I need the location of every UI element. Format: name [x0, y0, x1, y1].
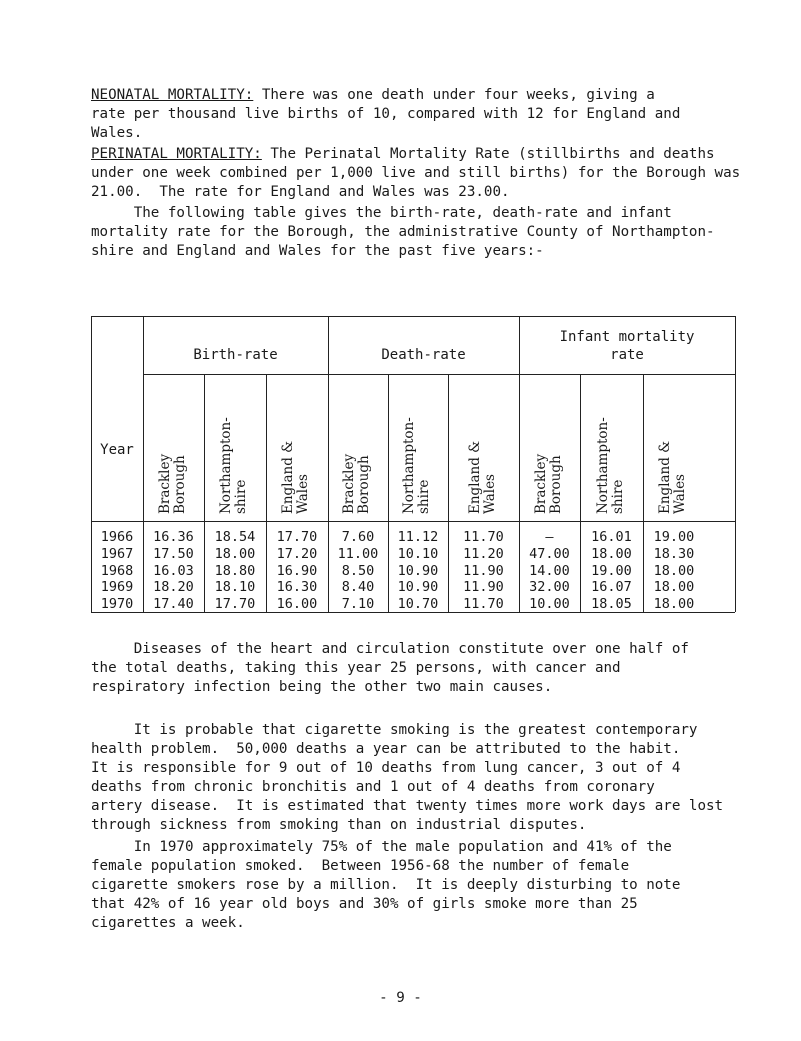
table-value-cell: 11.90: [463, 562, 504, 579]
table-value-cell: 10.90: [397, 562, 439, 579]
table-value-cell: 17.20: [276, 545, 318, 562]
female-smoking-paragraph: In 1970 approximately 75% of the male population and 41% of the female population smoked. Between 1956-68 the number of female cigarette smokers rose by a million. It is deeply disturbing to note that 42% of 16 year old boys and 30% of girls smoke more than 25 cigarettes a week.: [91, 839, 681, 931]
column-subheader: Northampton- shire: [401, 417, 432, 514]
column-subheader: England & Wales: [280, 440, 311, 514]
table-value-cell: 10.10: [397, 545, 439, 562]
neonatal-heading: NEONATAL MORTALITY:: [91, 87, 254, 103]
table-rule: [143, 374, 735, 375]
table-value-cell: 14.00: [529, 562, 570, 579]
table-value-cell: 16.36: [153, 529, 194, 545]
table-value-cell: 11.70: [463, 596, 504, 613]
table-value-cell: 16.90: [276, 562, 318, 579]
table-value-cell: 18.54: [214, 529, 256, 545]
column-subheader: Brackley Borough: [341, 453, 372, 514]
perinatal-paragraph: [91, 145, 781, 202]
table-value-cell: 18.05: [591, 596, 632, 613]
table-value-cell: 17.40: [153, 596, 194, 613]
table-value-cell: 10.70: [397, 596, 439, 613]
table-value-cell: 11.00: [337, 545, 379, 562]
group-header-infant-mortality: Infant mortality rate: [559, 329, 695, 363]
table-year-cell: 1968: [100, 562, 134, 579]
year-header: Year: [100, 442, 134, 458]
page-number: - 9 -: [379, 990, 422, 1006]
column-subheader: Northampton- shire: [218, 417, 249, 514]
perinatal-heading: PERINATAL MORTALITY:: [91, 146, 262, 162]
column-subheader: Brackley Borough: [156, 453, 188, 514]
table-year-cell: 1970: [100, 596, 134, 613]
table-rule: [91, 521, 735, 522]
table-value-cell: –: [545, 529, 554, 545]
column-subheader: Northampton- shire: [594, 417, 626, 514]
table-value-cell: 19.00: [591, 562, 632, 579]
table-value-cell: 16.07: [591, 579, 632, 596]
table-year-cell: 1966: [100, 529, 134, 545]
table-value-cell: 18.00: [653, 562, 695, 579]
vital-statistics-table: [91, 316, 735, 612]
table-intro-paragraph: The following table gives the birth-rate, death-rate and infant mortality rate for the Borough, the administrative County of Northampton- shire and England and Wales for the past five years:-: [91, 205, 715, 259]
column-subheader: Brackley Borough: [532, 453, 564, 514]
table-value-cell: 18.00: [591, 545, 632, 562]
table-value-cell: 17.50: [153, 545, 194, 562]
table-value-cell: 18.00: [653, 579, 695, 596]
table-value-cell: 8.50: [341, 562, 375, 579]
table-value-cell: 18.80: [214, 562, 256, 579]
table-value-cell: 19.00: [653, 529, 695, 545]
perinatal-text: The Perinatal Mortality Rate (stillbirths and deaths under one week combined per 1,000 live and still births) for the Borough was 21.00. The rate for England and Wales was 23.00.: [91, 146, 741, 200]
table-value-cell: 32.00: [529, 579, 570, 596]
table-value-cell: 16.01: [591, 529, 632, 545]
column-subheader: England & Wales: [466, 440, 498, 514]
table-value-cell: 17.70: [276, 529, 318, 545]
table-value-cell: 7.10: [341, 596, 375, 613]
table-value-cell: 7.60: [341, 529, 375, 545]
table-value-cell: 18.00: [214, 545, 256, 562]
diseases-paragraph: Diseases of the heart and circulation constitute over one half of the total deaths, taking this year 25 persons, with cancer and respiratory infection being the other two main causes.: [91, 641, 689, 695]
table-rule: [91, 316, 735, 317]
neonatal-text: There was one death under four weeks, giving a rate per thousand live births of 10, compared with 12 for England and Wales.: [91, 87, 681, 141]
group-header-birth-rate: Birth-rate: [193, 347, 278, 363]
column-subheader: England & Wales: [657, 440, 688, 514]
table-column-rule: [735, 316, 736, 612]
table-value-cell: 10.00: [529, 596, 570, 613]
table-value-cell: 11.20: [463, 545, 504, 562]
table-value-cell: 11.12: [397, 529, 439, 545]
table-year-cell: 1969: [100, 579, 134, 596]
table-value-cell: 18.20: [153, 579, 194, 596]
table-value-cell: 11.90: [463, 579, 504, 596]
cigarette-paragraph: It is probable that cigarette smoking is the greatest contemporary health problem. 50,000 deaths a year can be attributed to the habit. It is responsible for 9 out of 10 deaths from lung cancer, 3 out of 4 deaths from chronic bronchitis and 1 out of 4 deaths from coronary artery disease. It is estimated that twenty times more work days are lost through sickness from smoking than on industrial disputes.: [91, 722, 724, 833]
group-header-death-rate: Death-rate: [381, 347, 466, 363]
table-value-cell: 17.70: [214, 596, 256, 613]
neonatal-paragraph: [91, 86, 781, 143]
table-value-cell: 47.00: [529, 545, 570, 562]
table-value-cell: 10.90: [397, 579, 439, 596]
table-value-cell: 16.00: [276, 596, 318, 613]
table-value-cell: 18.30: [653, 545, 695, 562]
table-value-cell: 11.70: [463, 529, 504, 545]
table-value-cell: 18.00: [653, 596, 695, 613]
table-value-cell: 16.03: [153, 562, 194, 579]
table-value-cell: 16.30: [276, 579, 318, 596]
table-year-cell: 1967: [100, 545, 134, 562]
table-value-cell: 8.40: [341, 579, 375, 596]
table-value-cell: 18.10: [214, 579, 256, 596]
